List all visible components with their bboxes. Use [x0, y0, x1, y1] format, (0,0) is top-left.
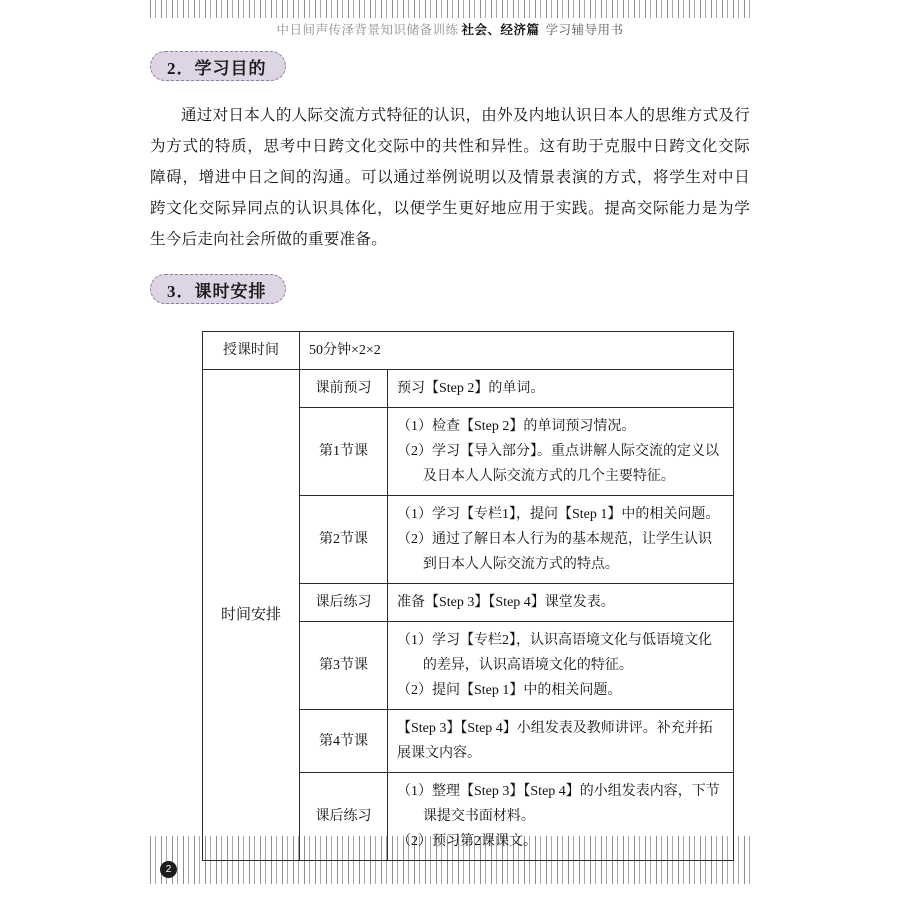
row-content	[388, 370, 734, 408]
row-content	[388, 622, 734, 710]
content-line: （1）检查【Step 2】的单词预习情况。	[397, 419, 636, 434]
content-line: （1）整理【Step 3】【Step 4】的小组发表内容，下节课提交书面材料。	[397, 784, 720, 824]
content-line: 准备【Step 3】【Step 4】课堂发表。	[397, 595, 615, 610]
row-period-label: 第2节课	[300, 496, 388, 584]
content-line: （2）提问【Step 1】中的相关问题。	[397, 683, 622, 698]
row-content	[388, 584, 734, 622]
section-heading-class-schedule	[150, 274, 286, 304]
row-content	[388, 408, 734, 496]
running-header-right: 学习辅导用书	[545, 23, 624, 37]
content-line: （2）通过了解日本人行为的基本规范，让学生认识到日本人人际交流方式的特点。	[397, 532, 712, 572]
time-arrangement-label: 时间安排	[203, 370, 300, 861]
teaching-time-value: 50分钟×2×2	[300, 332, 734, 370]
running-header	[150, 18, 750, 40]
table-body	[203, 332, 734, 861]
content-line: 预习【Step 2】的单词。	[397, 381, 545, 396]
row-content	[388, 496, 734, 584]
content-line: （1）学习【专栏1】，提问【Step 1】中的相关问题。	[397, 507, 720, 522]
section-heading-learning-purpose	[150, 51, 286, 81]
row-period-label: 课后练习	[300, 773, 388, 861]
row-period-label: 第3节课	[300, 622, 388, 710]
row-period-label: 课前预习	[300, 370, 388, 408]
content-line: （2）学习【导入部分】。重点讲解人际交流的定义以及日本人人际交流方式的几个主要特征。	[397, 444, 719, 484]
table-row-teaching-time	[203, 332, 734, 370]
row-period-label: 第1节课	[300, 408, 388, 496]
table-row	[203, 370, 734, 408]
content-line: （2）预习第2课课文。	[397, 834, 537, 849]
learning-purpose-paragraph: 通过对日本人的人际交流方式特征的认识，由外及内地认识日本人的思维方式及行为方式的特质，思考中日跨文化交际中的共性和异性。这有助于克服中日跨文化交际障碍，增进中日之间的沟通。可以通过举例说明以及情景表演的方式，将学生对中日跨文化交际异同点的认识具体化，以便学生更好地应用于实践。提高交际能力是为学生今后走向社会所做的重要准备。	[150, 107, 750, 248]
running-header-title: 社会、经济篇	[461, 23, 540, 37]
row-period-label: 课后练习	[300, 584, 388, 622]
row-content	[388, 710, 734, 773]
page-number: 2	[160, 861, 177, 878]
row-period-label: 第4节课	[300, 710, 388, 773]
teaching-time-label: 授课时间	[203, 332, 300, 370]
content-line: （1）学习【专栏2】，认识高语境文化与低语境文化的差异，认识高语境文化的特征。	[397, 633, 712, 673]
content-line: 【Step 3】【Step 4】小组发表及教师讲评。补充并拓展课文内容。	[397, 721, 713, 761]
row-content	[388, 773, 734, 861]
class-schedule-table	[202, 331, 734, 861]
running-header-left: 中日间声传泽背景知识储备训练	[276, 23, 459, 37]
section-heading-label: 3．课时安排	[167, 281, 267, 301]
section-heading-label: 2．学习目的	[167, 58, 267, 78]
